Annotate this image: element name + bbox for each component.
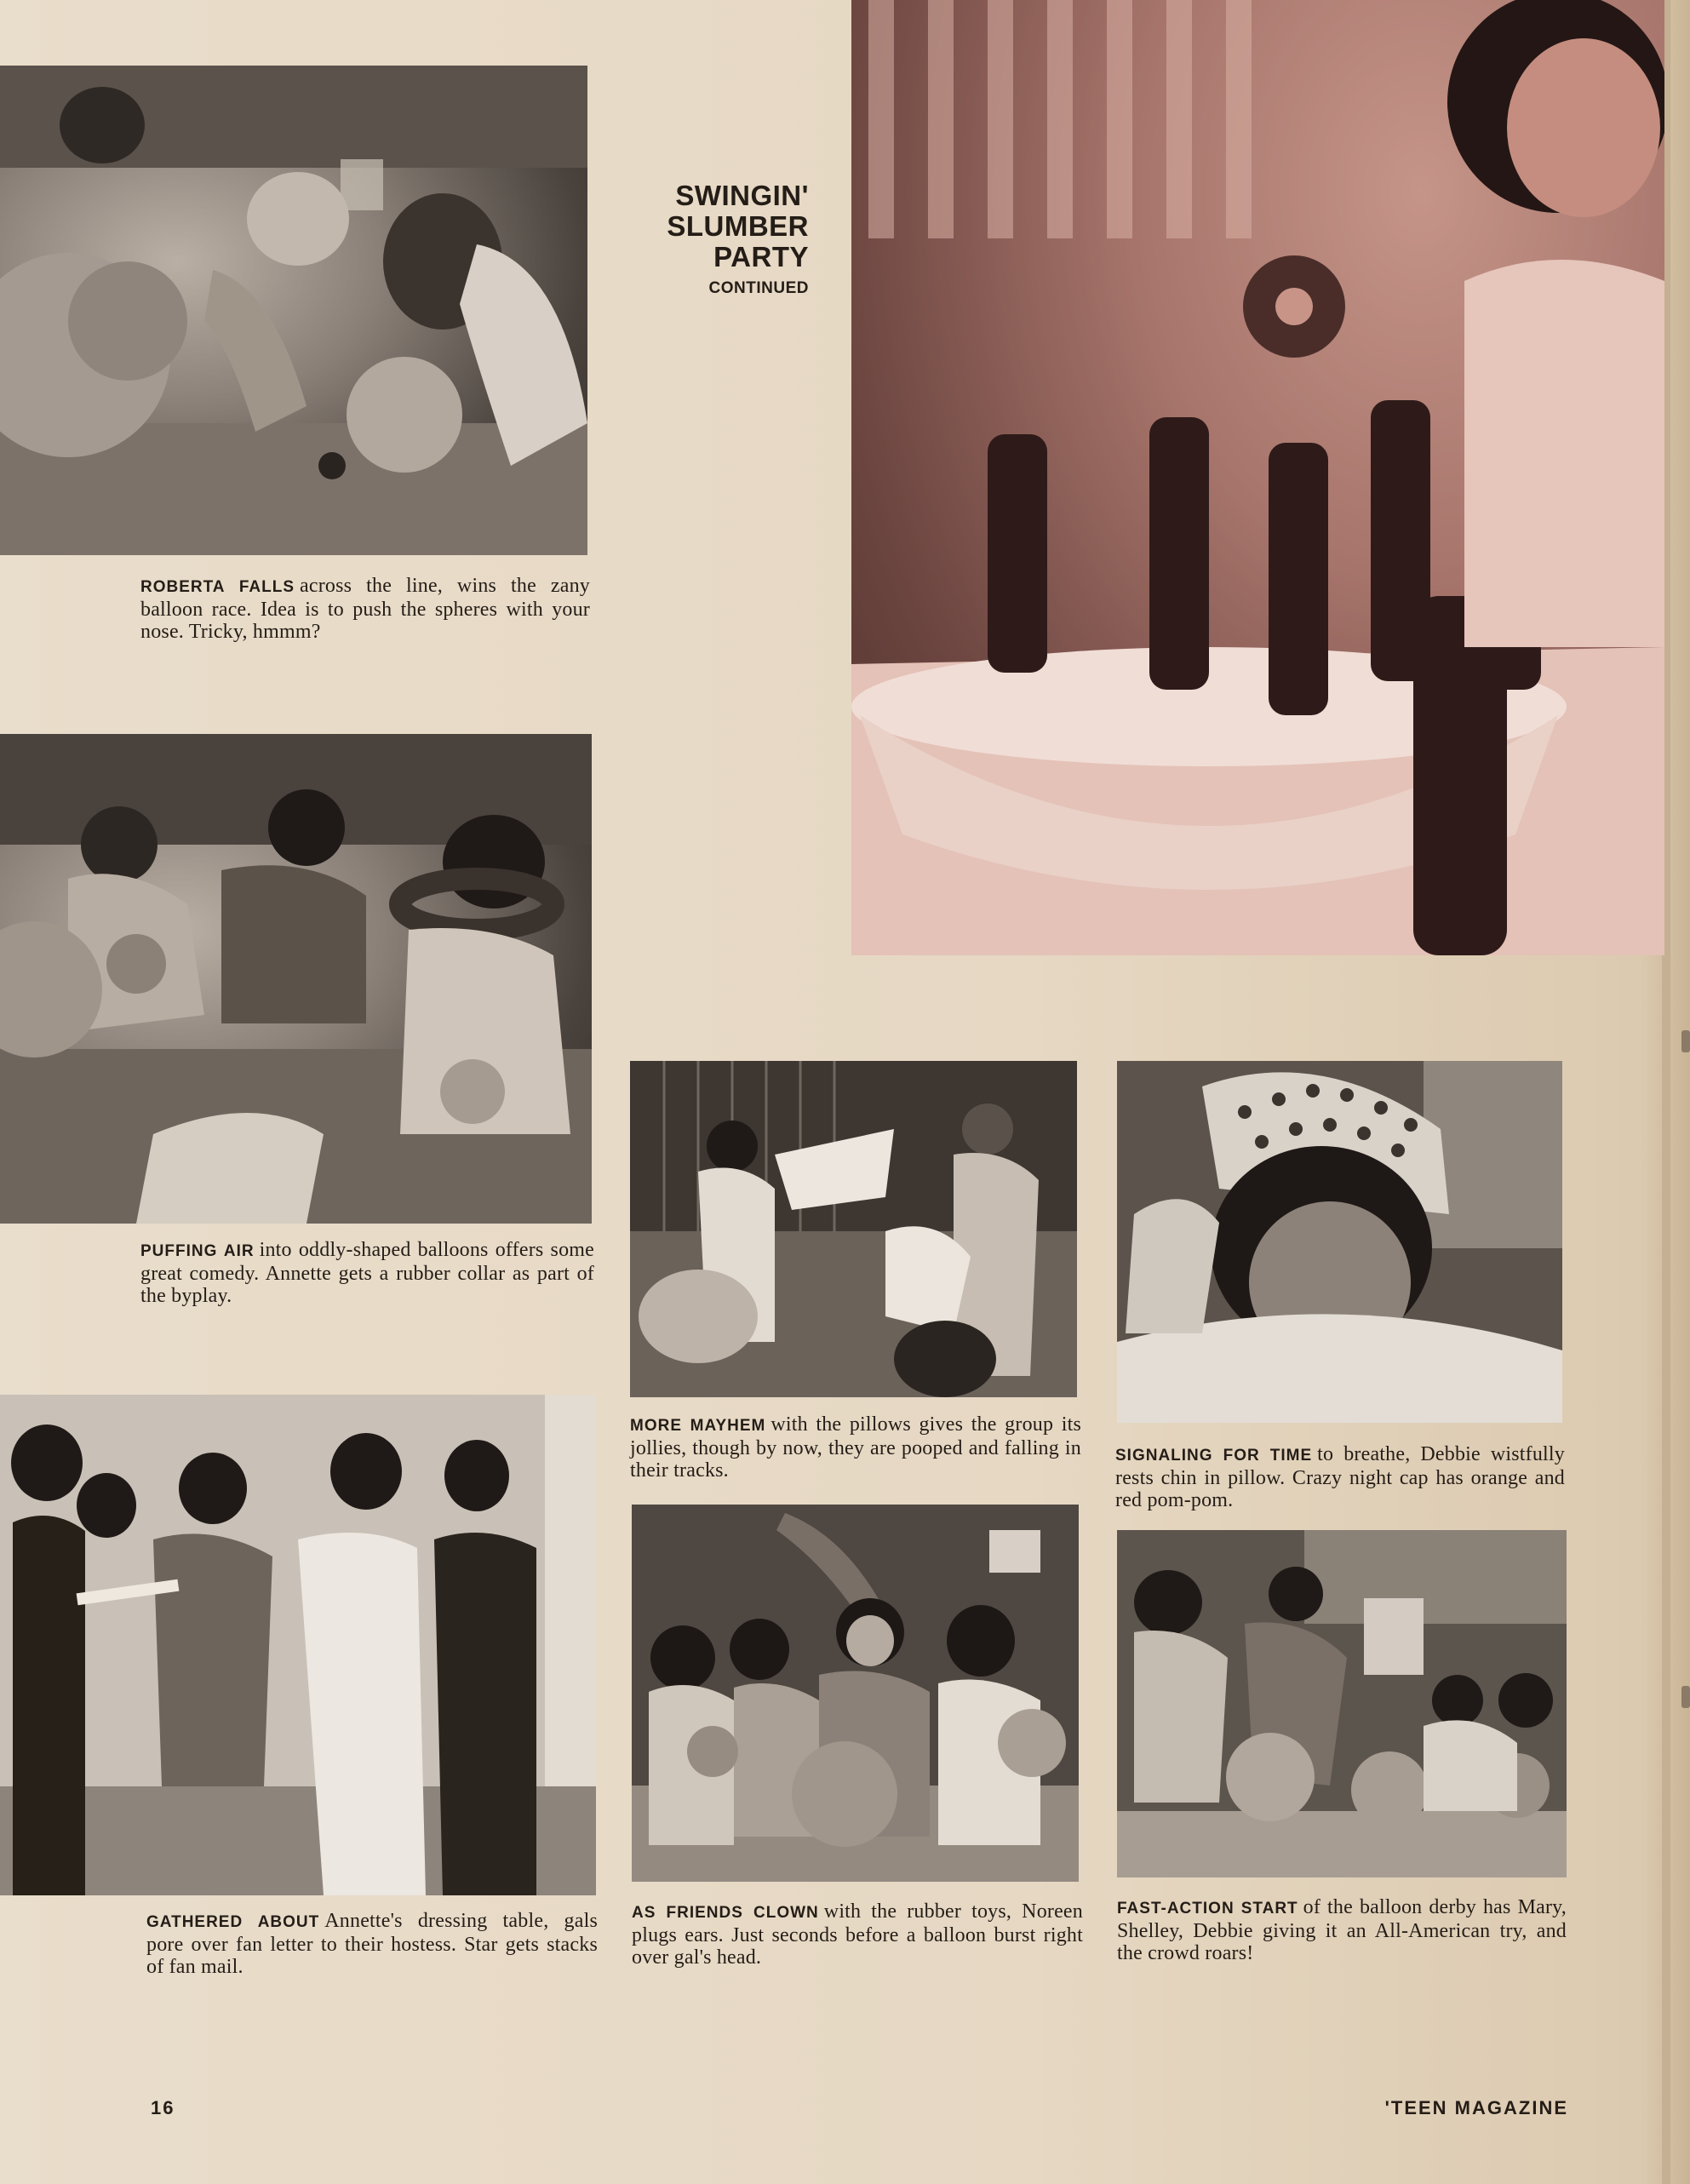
caption-more-mayhem: [630, 1413, 1081, 1482]
photo-dressing-table: [0, 1395, 596, 1895]
photo-balloon-race: [0, 66, 587, 555]
photo-snack-table: [851, 0, 1664, 955]
headline-line-3: PARTY: [713, 241, 809, 272]
photo-friends-clown: [632, 1505, 1079, 1882]
caption-friends-clown: [632, 1900, 1083, 1969]
headline-line-1: SWINGIN': [675, 180, 809, 211]
caption-text: with the pillows gives the group its jollies, though by now, they are pooped and falling in their tracks.: [630, 1413, 1081, 1482]
caption-text: into oddly-shaped balloons offers some great comedy. Annette gets a rubber collar as part of the byplay.: [140, 1239, 594, 1307]
binding-staple: [1681, 1686, 1690, 1708]
magazine-name: 'TEEN MAGAZINE: [1384, 2097, 1568, 2118]
headline-line-2: SLUMBER: [667, 210, 809, 242]
article-headline: [596, 181, 809, 300]
caption-puffing-air: [140, 1239, 594, 1307]
caption-text: Annette's dressing table, gals pore over fan letter to their hostess. Star gets stacks of fan mail.: [146, 1910, 598, 1978]
binding-staple: [1681, 1030, 1690, 1052]
caption-lead: GATHERED ABOUT: [146, 1913, 320, 1931]
caption-fast-action-start: [1117, 1896, 1567, 1964]
caption-text: to breathe, Debbie wistfully rests chin in pillow. Crazy night cap has orange and red pom-pom.: [1115, 1443, 1565, 1511]
caption-lead: ROBERTA FALLS: [140, 578, 295, 596]
headline-subtitle: CONTINUED: [708, 279, 809, 297]
caption-lead: SIGNALING FOR TIME: [1115, 1447, 1313, 1465]
caption-text: with the rubber toys, Noreen plugs ears. Just seconds before a balloon burst right over gal's head.: [632, 1900, 1083, 1969]
caption-balloon-race: [140, 575, 590, 643]
caption-gathered-about: [146, 1910, 598, 1978]
caption-lead: MORE MAYHEM: [630, 1417, 766, 1435]
page-number: 16: [151, 2097, 175, 2118]
photo-puffing-balloons: [0, 734, 592, 1224]
caption-signaling-for-time: [1115, 1443, 1565, 1511]
caption-lead: PUFFING AIR: [140, 1242, 255, 1260]
photo-night-cap: [1117, 1061, 1562, 1423]
caption-lead: AS FRIENDS CLOWN: [632, 1904, 819, 1922]
caption-text: of the balloon derby has Mary, Shelley, Debbie giving it an All-American try, and the crowd roars!: [1117, 1896, 1567, 1964]
caption-text: across the line, wins the zany balloon race. Idea is to push the spheres with your nose. Tricky, hmmm?: [140, 575, 590, 643]
caption-lead: FAST-ACTION START: [1117, 1900, 1298, 1917]
photo-pillow-fight: [630, 1061, 1077, 1397]
photo-balloon-derby: [1117, 1530, 1567, 1877]
